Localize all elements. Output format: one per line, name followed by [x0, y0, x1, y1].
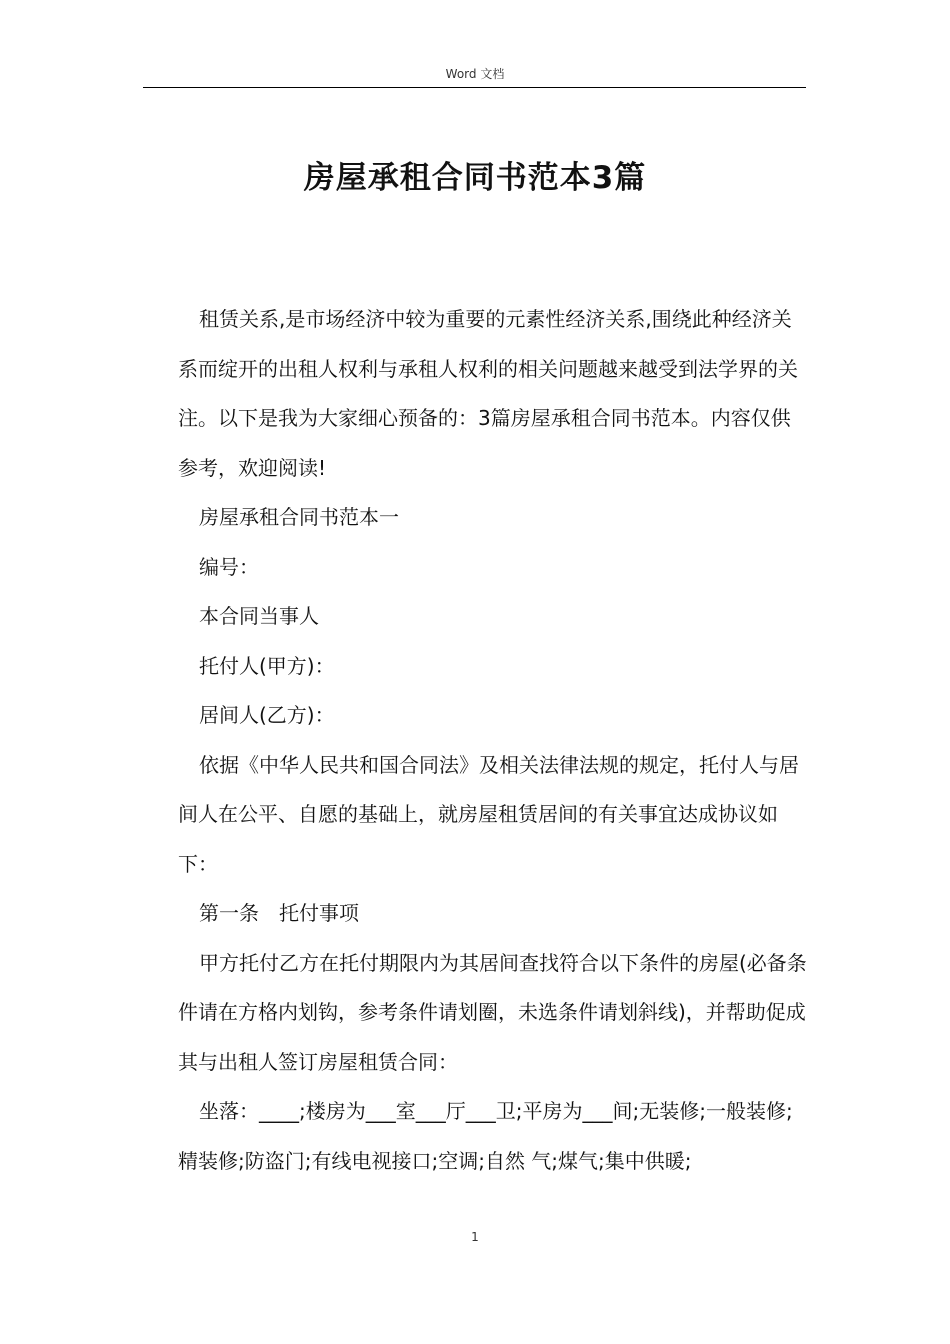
- paragraph-location: 坐落：____;楼房为___室___厅___卫;平房为___间;无装修;一般装修;精装修;防盗门;有线电视接口;空调;自然 气;煤气;集中供暖;: [178, 1099, 793, 1173]
- paragraph-party-a: 托付人(甲方)：: [199, 653, 335, 678]
- paragraph-party-b: 居间人(乙方)：: [199, 703, 335, 727]
- paragraph-legal-basis: 依据《中华人民共和国合同法》及相关法律法规的规定，托付人与居间人在公平、自愿的基础上，就房屋租赁居间的有关事宜达成协议如下：: [178, 752, 799, 876]
- paragraph-commission: 甲方托付乙方在托付期限内为其居间查找符合以下条件的房屋(必备条件请在方格内划钩，参考条件请划圈，未选条件请划斜线)，并帮助促成其与出租人签订房屋租赁合同：: [178, 950, 807, 1074]
- paragraph-article-1: 第一条 托付事项: [199, 901, 359, 925]
- document-body: [178, 295, 808, 1186]
- page-header: Word 文档: [445, 67, 505, 81]
- header-divider: [143, 87, 806, 88]
- paragraph-parties: 本合同当事人: [199, 604, 319, 628]
- document-title: 房屋承租合同书范本3篇: [303, 160, 647, 196]
- paragraph-number: 编号：: [199, 554, 259, 579]
- paragraph-section-heading: 房屋承租合同书范本一: [199, 505, 399, 529]
- page-number: 1: [471, 1230, 479, 1244]
- paragraph-intro: 租赁关系,是市场经济中较为重要的元素性经济关系,围绕此种经济关系而绽开的出租人权利与承租人权利的相关问题越来越受到法学界的关注。以下是我为大家细心预备的：3篇房屋承租合同书范本。内容仅供参考，欢迎阅读!: [178, 307, 798, 480]
